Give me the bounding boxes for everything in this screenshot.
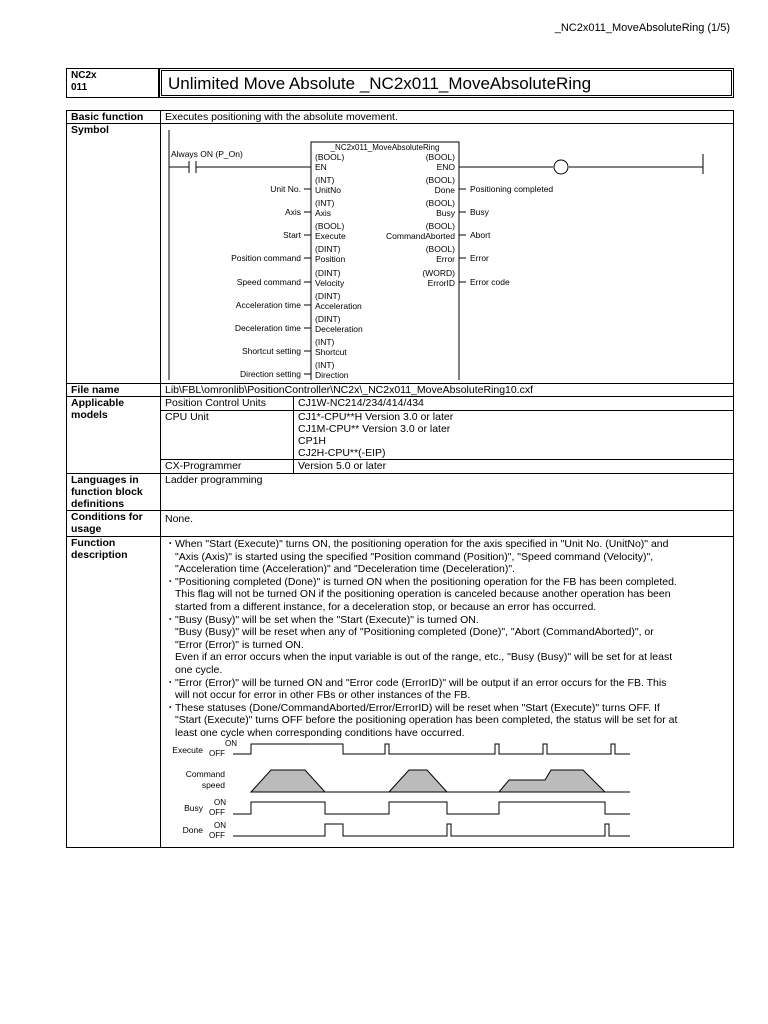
- applicable-models-label: Applicable models: [67, 397, 161, 474]
- fb-input-label: Shortcut setting: [241, 346, 301, 356]
- fb-output-label: Error code: [470, 277, 510, 287]
- bullet-mark: [165, 551, 175, 564]
- done-waveform: [233, 824, 630, 836]
- symbol-label: Symbol: [67, 124, 161, 384]
- cpu-value: CJ2H-CPU**(-EIP): [298, 447, 386, 459]
- busy-waveform: [233, 802, 630, 814]
- fb-input-label: Deceleration time: [234, 323, 301, 333]
- row-languages: [67, 474, 734, 511]
- description-line: [165, 601, 729, 614]
- description-text: "Axis (Axis)" is started using the specified "Position command (Position)", "Speed command (Velocity)",: [175, 550, 654, 563]
- description-text: Even if an error occurs when the input variable is out of the range, etc., "Busy (Busy)" will be set for at least: [175, 651, 673, 664]
- timing-label-busy: Busy: [184, 802, 203, 813]
- fb-code: [67, 69, 160, 97]
- fb-output-type: (WORD): [422, 268, 455, 278]
- description-line: [165, 677, 729, 690]
- file-name-label: File name: [67, 384, 161, 397]
- fb-input-type: (BOOL): [315, 152, 345, 162]
- timing-off-label: OFF: [209, 807, 225, 817]
- fb-input-type: (BOOL): [315, 221, 345, 231]
- fb-input-name: Position: [315, 254, 346, 264]
- fb-input-type: (DINT): [315, 268, 341, 278]
- fb-input-type: (DINT): [315, 314, 341, 324]
- page-title: Unlimited Move Absolute _NC2x011_MoveAbsoluteRing: [161, 70, 732, 96]
- bullet-mark: [165, 664, 175, 677]
- description-text: "Error (Error)" is turned ON.: [175, 638, 304, 651]
- symbol-cell: [161, 124, 734, 384]
- description-line: [165, 576, 729, 589]
- fb-input-name: EN: [315, 162, 327, 172]
- fb-output-type: (BOOL): [425, 244, 455, 254]
- command-speed-profile: [389, 770, 447, 792]
- fb-input-label: Position command: [231, 253, 301, 263]
- execute-waveform: [233, 744, 630, 754]
- fb-input-label: Unit No.: [270, 184, 301, 194]
- timing-off-label: OFF: [209, 748, 225, 758]
- output-coil: [554, 160, 568, 174]
- fb-output-name: Busy: [436, 208, 455, 218]
- cpu-value: CP1H: [298, 435, 327, 447]
- bullet-mark: [165, 601, 175, 614]
- fb-output-type: (BOOL): [425, 175, 455, 185]
- fb-output-label: Busy: [470, 207, 489, 217]
- conditions-label: Conditions for usage: [67, 511, 161, 537]
- fb-input-type: (INT): [315, 198, 335, 208]
- fb-output-label: Abort: [470, 230, 491, 240]
- fb-output-name: CommandAborted: [386, 231, 455, 241]
- command-speed-profile: [251, 770, 325, 792]
- cpu-value: CJ1*-CPU**H Version 3.0 or later: [298, 411, 454, 423]
- cpu-values: [294, 411, 733, 459]
- models-pcu-row: [161, 397, 733, 411]
- timing-label-speed: speed: [201, 779, 225, 790]
- cxp-value: Version 5.0 or later: [298, 460, 387, 472]
- description-text: one cycle.: [175, 663, 223, 676]
- timing-label-command: Command: [185, 768, 225, 779]
- bullet-mark: [165, 727, 175, 740]
- timing-off-label: OFF: [209, 830, 225, 840]
- bullet-mark: [165, 563, 175, 576]
- conditions-value: None.: [161, 511, 734, 537]
- bullet-mark: ・: [165, 676, 176, 689]
- languages-label: Languages in function block definitions: [67, 474, 161, 511]
- fb-input-type: (INT): [315, 337, 335, 347]
- fb-output-name: ErrorID: [427, 278, 455, 288]
- models-cpu-row: [161, 411, 733, 460]
- languages-value: Ladder programming: [161, 474, 734, 511]
- pcu-value: CJ1W-NC214/234/414/434: [298, 397, 424, 409]
- fb-input-name: UnitNo: [315, 185, 341, 195]
- command-speed-profile: [499, 770, 605, 792]
- fb-input-name: Velocity: [315, 278, 345, 288]
- bullet-mark: [165, 639, 175, 652]
- fb-symbol-diagram: [161, 124, 728, 380]
- bullet-mark: [165, 651, 175, 664]
- row-basic-function: [67, 111, 734, 124]
- description-line: [165, 588, 729, 601]
- description-line: [165, 689, 729, 702]
- description-line: [165, 551, 729, 564]
- description-text: "Start (Execute)" turns OFF before the positioning operation has been completed, the status will be set for at: [175, 714, 678, 727]
- fb-code-line1: NC2x: [71, 70, 97, 81]
- fb-input-type: (DINT): [315, 244, 341, 254]
- fb-input-label: Start: [283, 230, 301, 240]
- spec-table: [66, 110, 734, 848]
- description-text: This flag will not be turned ON if the positioning operation is canceled because another operation has been: [175, 588, 671, 601]
- fb-input-name: Shortcut: [315, 347, 347, 357]
- applicable-models-cell: [161, 397, 734, 474]
- description-text: least one cycle when corresponding conditions have occurred.: [175, 726, 465, 739]
- description-line: [165, 626, 729, 639]
- row-conditions: [67, 511, 734, 537]
- page-header: _NC2x011_MoveAbsoluteRing (1/5): [554, 22, 730, 34]
- description-text: When "Start (Execute)" turns ON, the positioning operation for the axis specified in "Unit No. (UnitNo)" and: [175, 538, 669, 550]
- bullet-mark: ・: [165, 613, 176, 626]
- description-line: [165, 702, 729, 715]
- timing-label-done: Done: [182, 824, 203, 835]
- bullet-mark: ・: [165, 575, 176, 588]
- description-line: [165, 651, 729, 664]
- fb-output-name: ENO: [436, 162, 455, 172]
- bullet-mark: [165, 689, 175, 702]
- bullet-mark: [165, 588, 175, 601]
- fb-input-name: Execute: [315, 231, 346, 241]
- fb-output-type: (BOOL): [425, 221, 455, 231]
- fb-input-type: (DINT): [315, 291, 341, 301]
- basic-function-label: Basic function: [67, 111, 161, 124]
- fb-input-type: (INT): [315, 175, 335, 185]
- fb-input-type: (INT): [315, 360, 335, 370]
- timing-chart: [165, 740, 732, 844]
- models-cxp-row: [161, 460, 733, 473]
- description-text: will not occur for error in other FBs or other instances of the FB.: [175, 689, 471, 702]
- fb-output-type: (BOOL): [425, 198, 455, 208]
- description-text: "Busy (Busy)" will be set when the "Start (Execute)" is turned ON.: [175, 613, 479, 626]
- fb-input-name: Deceleration: [315, 324, 363, 334]
- description-line: [165, 614, 729, 627]
- fb-input-label: Acceleration time: [235, 300, 301, 310]
- pcu-label: Position Control Units: [161, 397, 294, 410]
- timing-on-label: ON: [214, 797, 226, 807]
- fb-output-type: (BOOL): [425, 152, 455, 162]
- description-line: [165, 664, 729, 677]
- description-line: [165, 538, 729, 551]
- bullet-mark: [165, 714, 175, 727]
- cxp-label: CX-Programmer: [161, 460, 294, 473]
- cpu-value: CJ1M-CPU** Version 3.0 or later: [298, 423, 451, 435]
- description-text: "Error (Error)" will be turned ON and "Error code (ErrorID)" will be output if an error occurs for the FB. This: [175, 676, 667, 689]
- contact-label: Always ON (P_On): [171, 149, 243, 159]
- basic-function-value: Executes positioning with the absolute movement.: [161, 111, 734, 124]
- timing-on-label: ON: [214, 820, 226, 830]
- row-symbol: [67, 124, 734, 384]
- timing-on-label: ON: [225, 739, 237, 748]
- fb-name: _NC2x011_MoveAbsoluteRing: [330, 143, 440, 152]
- fb-input-label: Speed command: [236, 277, 301, 287]
- bullet-mark: ・: [165, 538, 176, 550]
- fb-code-line2: 011: [71, 82, 88, 93]
- description-text: started from a different instance, for a deceleration stop, or because an error has occurred.: [175, 600, 597, 613]
- description-text: These statuses (Done/CommandAborted/Error/ErrorID) will be reset when "Start (Execute)" turns OFF. If: [175, 701, 660, 714]
- fb-output-label: Positioning completed: [470, 184, 554, 194]
- bullet-mark: [165, 626, 175, 639]
- fb-output-name: Error: [436, 254, 455, 264]
- file-name-value: Lib\FBL\omronlib\PositionController\NC2x\_NC2x011_MoveAbsoluteRing10.cxf: [161, 384, 734, 397]
- description-line: [165, 727, 729, 740]
- fb-output-label: Error: [470, 253, 489, 263]
- fb-input-label: Direction setting: [240, 369, 301, 379]
- function-description-cell: [161, 537, 734, 848]
- bullet-mark: ・: [165, 701, 176, 714]
- fb-output-name: Done: [434, 185, 455, 195]
- row-file-name: [67, 384, 734, 397]
- function-description-label: Function description: [67, 537, 161, 848]
- description-line: [165, 639, 729, 652]
- description-text: "Positioning completed (Done)" is turned ON when the positioning operation for the FB has been completed.: [175, 575, 677, 588]
- row-function-description: [67, 537, 734, 848]
- row-applicable-models: [67, 397, 734, 474]
- title-box: [66, 68, 734, 98]
- cpu-label: CPU Unit: [161, 411, 294, 459]
- fb-input-label: Axis: [284, 207, 301, 217]
- fb-input-name: Acceleration: [315, 301, 362, 311]
- description-text: "Busy (Busy)" will be reset when any of "Positioning completed (Done)", "Abort (CommandAborted)", or: [175, 626, 654, 639]
- fb-input-name: Axis: [315, 208, 332, 218]
- fb-input-name: Direction: [315, 370, 349, 380]
- function-description-list: [165, 538, 729, 740]
- description-line: [165, 714, 729, 727]
- description-text: "Acceleration time (Acceleration)" and "Deceleration time (Deceleration)".: [175, 563, 515, 576]
- description-line: [165, 563, 729, 576]
- timing-label-execute: Execute: [172, 744, 203, 755]
